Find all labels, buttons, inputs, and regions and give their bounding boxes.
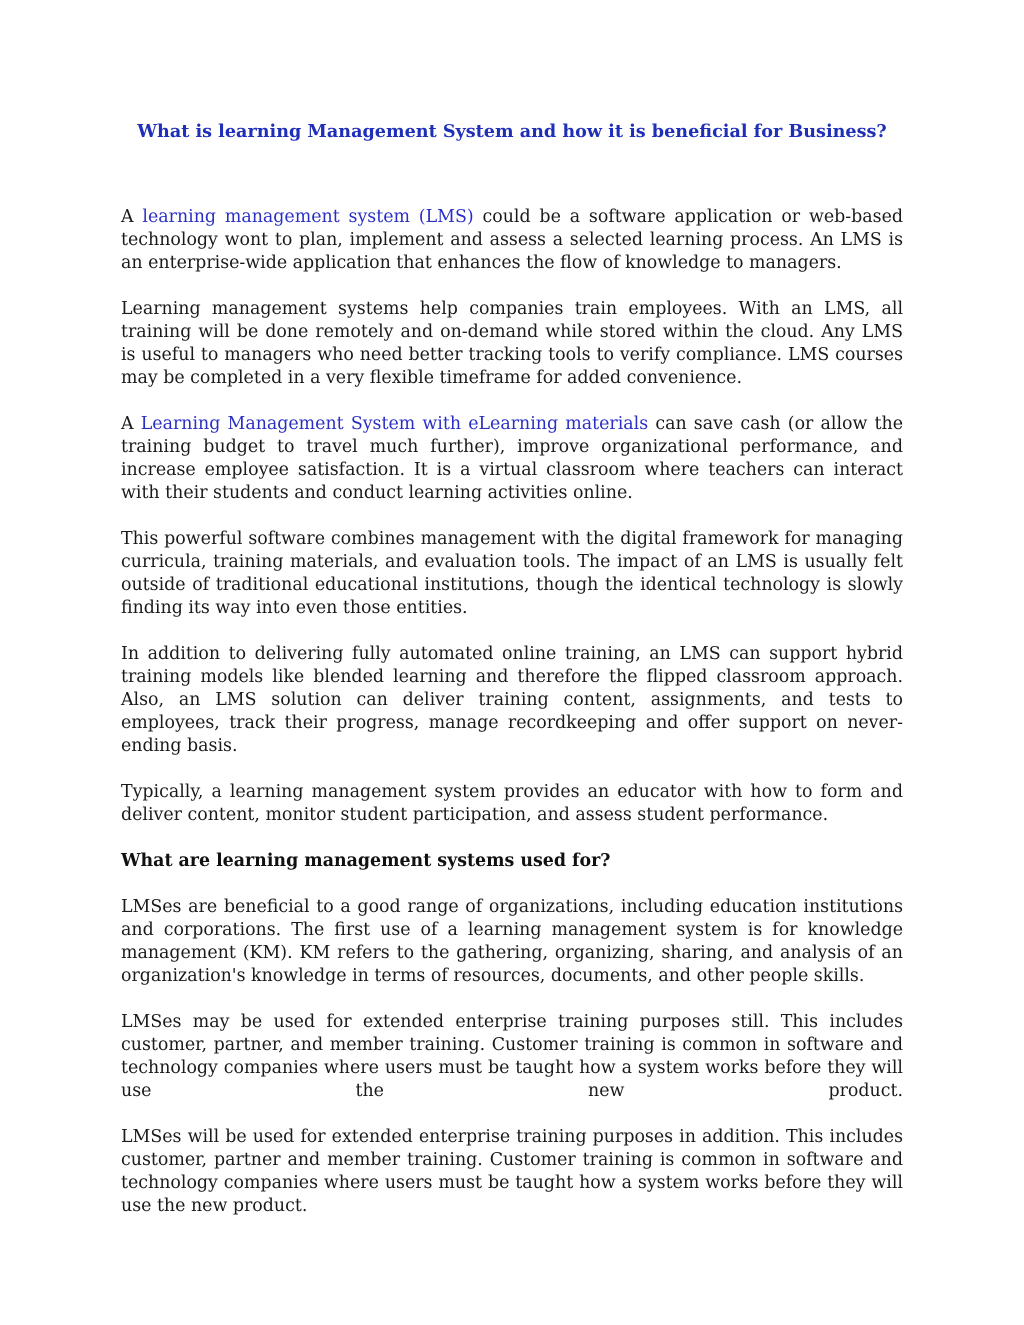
paragraph-elearning-rest: can save cash (or allow the training budget to travel much further), improve organizational performance, and increase employee satisfaction. It is a virtual classroom where teachers can interact with their students and conduct learning activities online. [121, 414, 904, 503]
lms-link[interactable]: learning management system (LMS) [142, 207, 474, 227]
title-spacer [121, 146, 903, 206]
paragraph-typically: Typically, a learning management system provides an educator with how to form and deliver content, monitor student participation, and assess student performance. [121, 782, 903, 825]
section-heading: What are learning management systems used for? [121, 851, 611, 871]
elearning-materials-link[interactable]: Learning Management System with eLearning materials [140, 414, 649, 434]
paragraph-extended-enterprise: LMSes may be used for extended enterprise training purposes still. This includes customer, partner, and member training. Customer training is common in software and technology companies where users must be taught how a system works before they will use the new product. [121, 1012, 903, 1101]
paragraph-intro [121, 206, 903, 275]
paragraph-lms-help: Learning management systems help companies train employees. With an LMS, all training will be done remotely and on-demand while stored within the cloud. Any LMS is useful to managers who need better tracking tools to verify compliance. LMS courses may be completed in a very flexible timeframe for added convenience. [121, 299, 903, 388]
paragraph-software: This powerful software combines management with the digital framework for managing curricula, training materials, and evaluation tools. The impact of an LMS is usually felt outside of traditional educational institutions, though the identical technology is slowly finding its way into even those entities. [121, 529, 903, 618]
document-page [121, 118, 903, 1241]
paragraph-intro-lead: A [121, 207, 143, 227]
paragraph-lmses-beneficial: LMSes are beneficial to a good range of organizations, including education institutions and corporations. The first use of a learning management system is for knowledge management (KM). KM refers to the gathering, organizing, sharing, and analysis of an organization's knowledge in terms of resources, documents, and other people skills. [121, 897, 903, 986]
paragraph-elearning [121, 413, 903, 505]
paragraph-extended-enterprise-repeat: LMSes will be used for extended enterprise training purposes in addition. This includes customer, partner and member training. Customer training is common in software and technology companies where users must be taught how a system works before they will use the new product. [121, 1127, 903, 1216]
page-title: What is learning Management System and how it is beneficial for Business? [137, 121, 887, 142]
paragraph-intro-rest: could be a software application or web-based technology wont to plan, implement and assess a selected learning process. An LMS is an enterprise-wide application that enhances the flow of knowledge to managers. [121, 207, 903, 273]
paragraph-hybrid: In addition to delivering fully automated online training, an LMS can support hybrid training models like blended learning and therefore the flipped classroom approach. Also, an LMS solution can deliver training content, assignments, and tests to employees, track their progress, manage recordkeeping and offer support on never-ending basis. [121, 644, 903, 756]
paragraph-elearning-lead: A [121, 414, 141, 434]
